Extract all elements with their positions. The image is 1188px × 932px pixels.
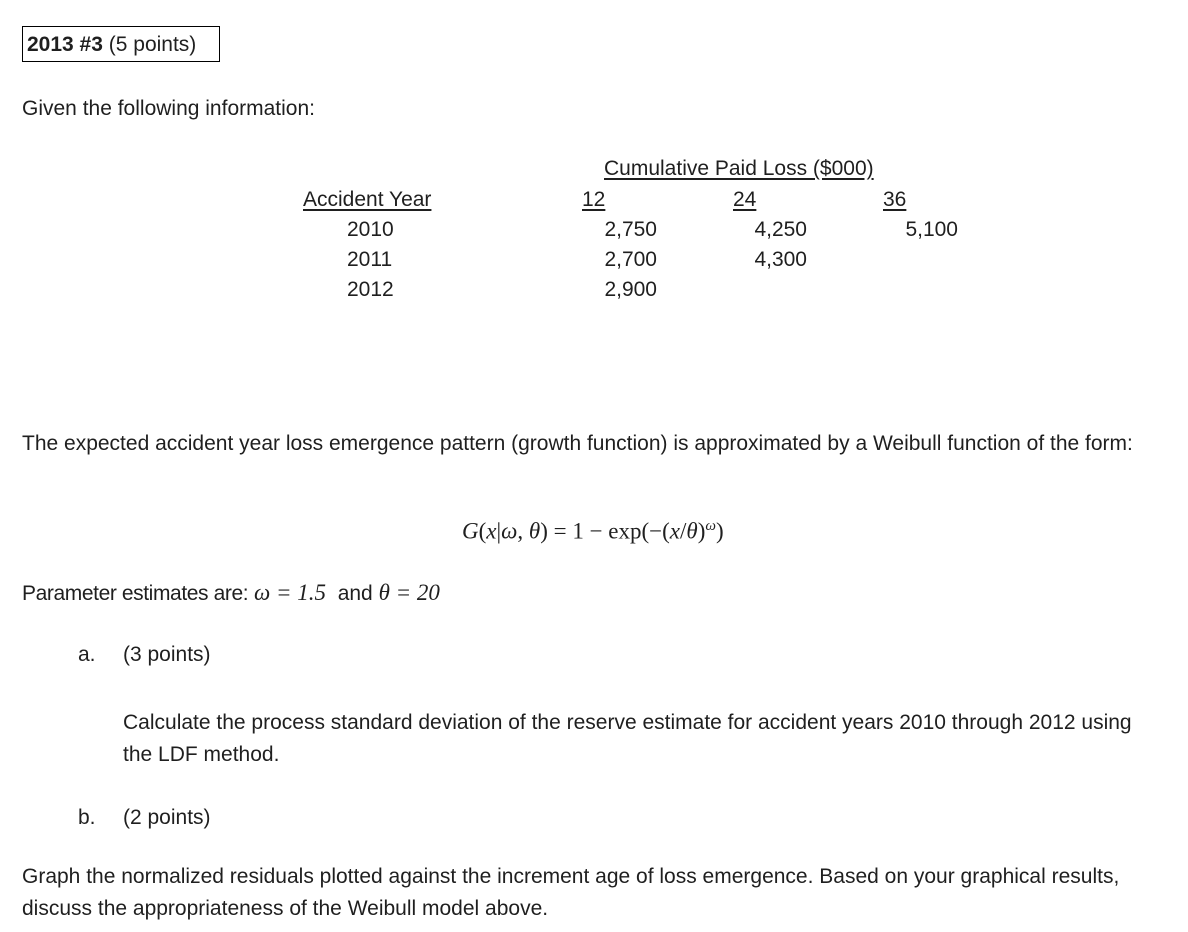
part-b-marker: b. — [78, 806, 96, 829]
age-header-36: 36 — [883, 188, 907, 211]
table-row-year: 2011 — [347, 248, 393, 271]
table-row-year: 2010 — [347, 218, 394, 241]
question-header-box — [22, 26, 220, 62]
intro-text: Given the following information: — [22, 97, 315, 120]
table-cell: 4,250 — [754, 218, 807, 241]
part-b-points: (2 points) — [123, 806, 211, 829]
and-text: and — [337, 582, 373, 605]
pattern-description: The expected accident year loss emergence pattern (growth function) is approximated by a Weibull function of the form: — [22, 432, 1133, 455]
part-a-points: (3 points) — [123, 643, 211, 666]
theta-estimate: θ = 20 — [378, 580, 440, 605]
part-a-marker: a. — [78, 643, 96, 666]
table-cell: 2,700 — [604, 248, 657, 271]
table-cell: 2,900 — [604, 278, 657, 301]
age-header-12: 12 — [582, 188, 606, 211]
parameter-label: Parameter estimates are: — [22, 582, 249, 605]
question-number: 2013 #3 — [27, 33, 103, 56]
table-caption: Cumulative Paid Loss ($000) — [604, 157, 874, 180]
part-b-question: Graph the normalized residuals plotted against the increment age of loss emergence. Based on your graphical results, discuss the appropriateness of the Weibull model above. — [22, 865, 1120, 920]
question-points: (5 points) — [108, 33, 197, 56]
table-cell: 5,100 — [905, 218, 958, 241]
question-header — [27, 33, 196, 57]
omega-estimate: ω = 1.5 — [254, 580, 327, 605]
part-a-question: Calculate the process standard deviation of the reserve estimate for accident years 2010 through 2012 using the LDF method. — [123, 711, 1132, 766]
table-cell: 4,300 — [754, 248, 807, 271]
table-row-year: 2012 — [347, 278, 394, 301]
parameter-line — [22, 580, 440, 606]
age-header-24: 24 — [733, 188, 757, 211]
weibull-formula: G(x|ω, $\theta) = 1 - \exp(-(x/\theta)^\omega)$ — [462, 518, 724, 544]
accident-year-header: Accident Year — [303, 188, 432, 211]
table-cell: 2,750 — [604, 218, 657, 241]
